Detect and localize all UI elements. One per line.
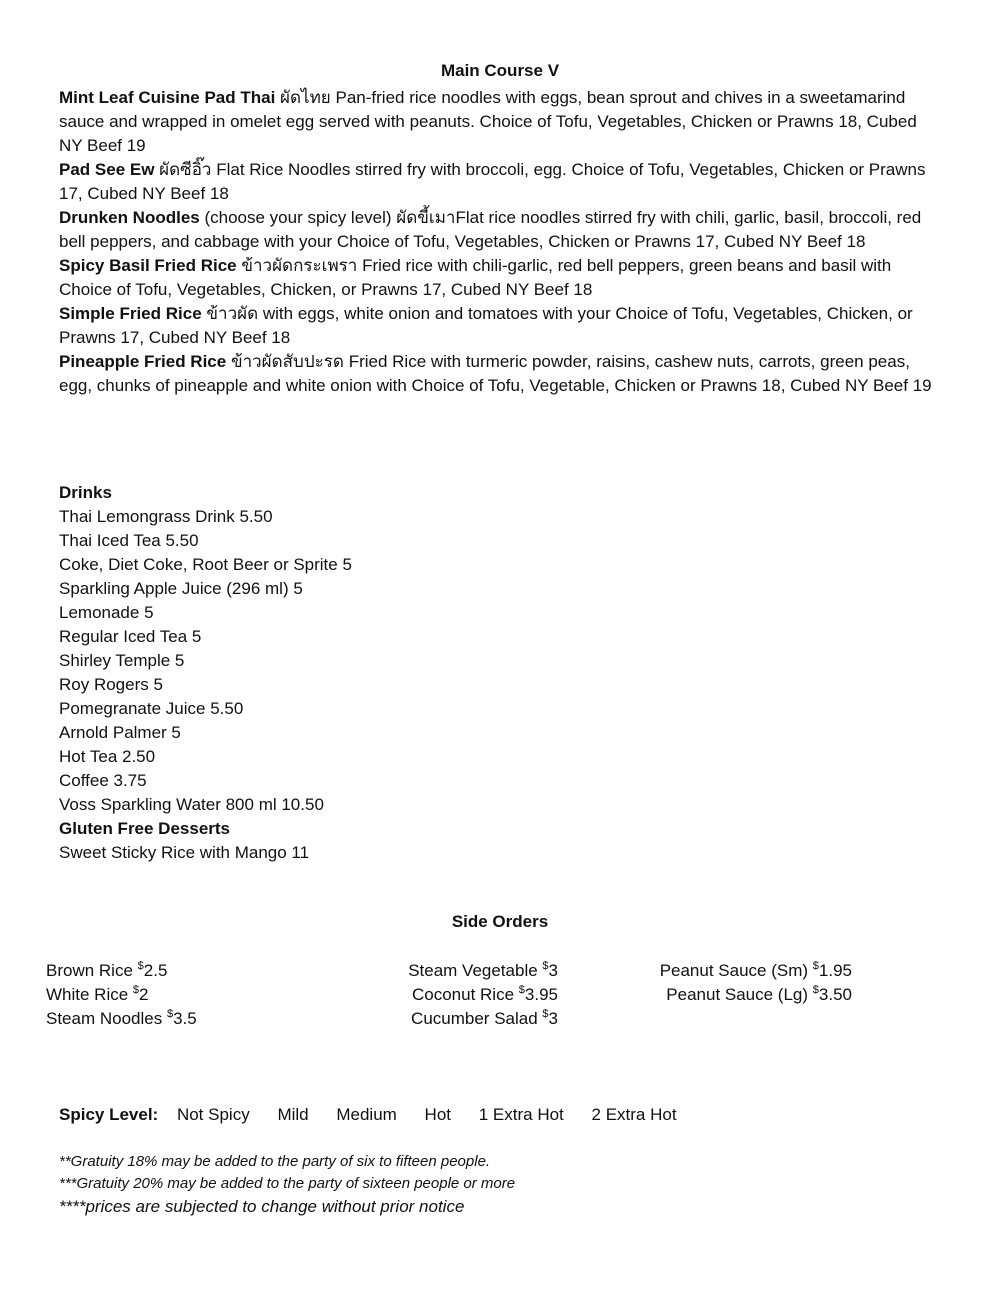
- item-desc: Fried rice with chili-garlic, red bell peppers, green beans and basil with Choice of Tofu, Vegetables, Chicken, or Prawns 17, Cubed NY Beef 18: [59, 256, 892, 299]
- gratuity-note: ***Gratuity 20% may be added to the party of sixteen people or more: [59, 1175, 516, 1192]
- spicy-level-option: Not Spicy: [176, 1105, 250, 1124]
- item-thai: ผัดซีอิ๊ว: [159, 160, 212, 179]
- item-thai: ข้าวผัด: [206, 304, 259, 323]
- item-thai: ผัดไทย: [280, 88, 331, 107]
- side-item: Peanut Sauce (Lg) $3.50: [666, 984, 852, 1004]
- dessert-item: Sweet Sticky Rice with Mango 11: [59, 843, 310, 862]
- side-orders-column-3: [640, 959, 852, 1007]
- drink-item: Thai Lemongrass Drink 5.50: [59, 507, 273, 526]
- item-name: Pineapple Fried Rice: [59, 352, 227, 371]
- drink-item: Coffee 3.75: [59, 771, 147, 790]
- item-desc: Flat Rice Noodles stirred fry with broccoli, egg. Choice of Tofu, Vegetables, Chicken or Prawns 17, Cubed NY Beef 18: [59, 160, 926, 203]
- drink-item: Voss Sparkling Water 800 ml 10.50: [59, 795, 324, 814]
- item-name: Mint Leaf Cuisine Pad Thai: [59, 88, 276, 107]
- side-orders-title: Side Orders: [451, 912, 549, 931]
- side-item: Coconut Rice $3.95: [411, 984, 558, 1004]
- side-orders-column-2: [380, 959, 558, 1031]
- item-desc: Fried Rice with turmeric powder, raisins, cashew nuts, carrots, green peas, egg, chunks of pineapple and white onion with Choice of Tofu, Vegetable, Chicken or Prawns 18, Cubed NY Beef 19: [59, 352, 932, 395]
- menu-item-spicy-basil-fried-rice: [59, 254, 944, 302]
- drink-item: Arnold Palmer 5: [59, 723, 181, 742]
- main-course-list: [59, 86, 944, 398]
- item-thai: (choose your spicy level) ผัดขี้เมา: [204, 208, 456, 227]
- spicy-level-option: Medium: [336, 1105, 397, 1124]
- drink-item: Pomegranate Juice 5.50: [59, 699, 244, 718]
- side-item: Steam Noodles $3.5: [46, 1008, 197, 1028]
- drinks-section: [59, 481, 659, 865]
- drink-item: Hot Tea 2.50: [59, 747, 156, 766]
- spicy-level-row: [59, 1103, 700, 1127]
- item-thai: ข้าวผัดสับปะรด: [230, 352, 344, 371]
- menu-item-pad-see-ew: [59, 158, 944, 206]
- spicy-level-option: Mild: [277, 1105, 309, 1124]
- side-item: Cucumber Salad $3: [411, 1008, 558, 1028]
- footnotes: [59, 1151, 515, 1219]
- main-course-title: Main Course V: [440, 61, 560, 80]
- side-item: Peanut Sauce (Sm) $1.95: [659, 960, 852, 980]
- spicy-level-label: Spicy Level:: [59, 1105, 159, 1124]
- drink-item: Sparkling Apple Juice (296 ml) 5: [59, 579, 303, 598]
- item-name: Pad See Ew: [59, 160, 155, 179]
- drink-item: Roy Rogers 5: [59, 675, 163, 694]
- item-thai: ข้าวผัดกระเพรา: [241, 256, 358, 275]
- side-orders-column-1: [46, 959, 197, 1031]
- drinks-title: Drinks: [59, 483, 112, 502]
- spicy-level-option: 2 Extra Hot: [591, 1105, 677, 1124]
- spicy-level-option: 1 Extra Hot: [478, 1105, 564, 1124]
- drink-item: Regular Iced Tea 5: [59, 627, 202, 646]
- item-name: Drunken Noodles: [59, 208, 200, 227]
- item-desc: with eggs, white onion and tomatoes with your Choice of Tofu, Vegetables, Chicken, or Prawns 17, Cubed NY Beef 18: [59, 304, 913, 347]
- gratuity-note: **Gratuity 18% may be added to the party of six to fifteen people.: [59, 1153, 491, 1170]
- drink-item: Shirley Temple 5: [59, 651, 185, 670]
- menu-item-pad-thai: [59, 86, 944, 158]
- menu-item-pineapple-fried-rice: [59, 350, 944, 398]
- spicy-level-option: Hot: [424, 1105, 452, 1124]
- item-desc: Flat rice noodles stirred fry with chili, garlic, basil, broccoli, red bell peppers, and cabbage with your Choice of Tofu, Vegetables, Chicken or Prawns 17, Cubed NY Beef 18: [59, 208, 922, 251]
- side-item: Brown Rice $2.5: [46, 960, 168, 980]
- menu-item-simple-fried-rice: [59, 302, 944, 350]
- item-desc: Pan-fried rice noodles with eggs, bean sprout and chives in a sweetamarind sauce and wrapped in omelet egg served with peanuts. Choice of Tofu, Vegetables, Chicken or Prawns 18, Cubed NY Beef 19: [59, 88, 917, 155]
- item-name: Spicy Basil Fried Rice: [59, 256, 237, 275]
- drink-item: Coke, Diet Coke, Root Beer or Sprite 5: [59, 555, 352, 574]
- menu-item-drunken-noodles: [59, 206, 944, 254]
- side-item: White Rice $2: [46, 984, 149, 1004]
- item-name: Simple Fried Rice: [59, 304, 202, 323]
- price-change-note: ****prices are subjected to change without prior notice: [59, 1197, 465, 1216]
- side-item: Steam Vegetable $3: [408, 960, 558, 980]
- desserts-title: Gluten Free Desserts: [59, 819, 231, 838]
- drink-item: Lemonade 5: [59, 603, 154, 622]
- drink-item: Thai Iced Tea 5.50: [59, 531, 199, 550]
